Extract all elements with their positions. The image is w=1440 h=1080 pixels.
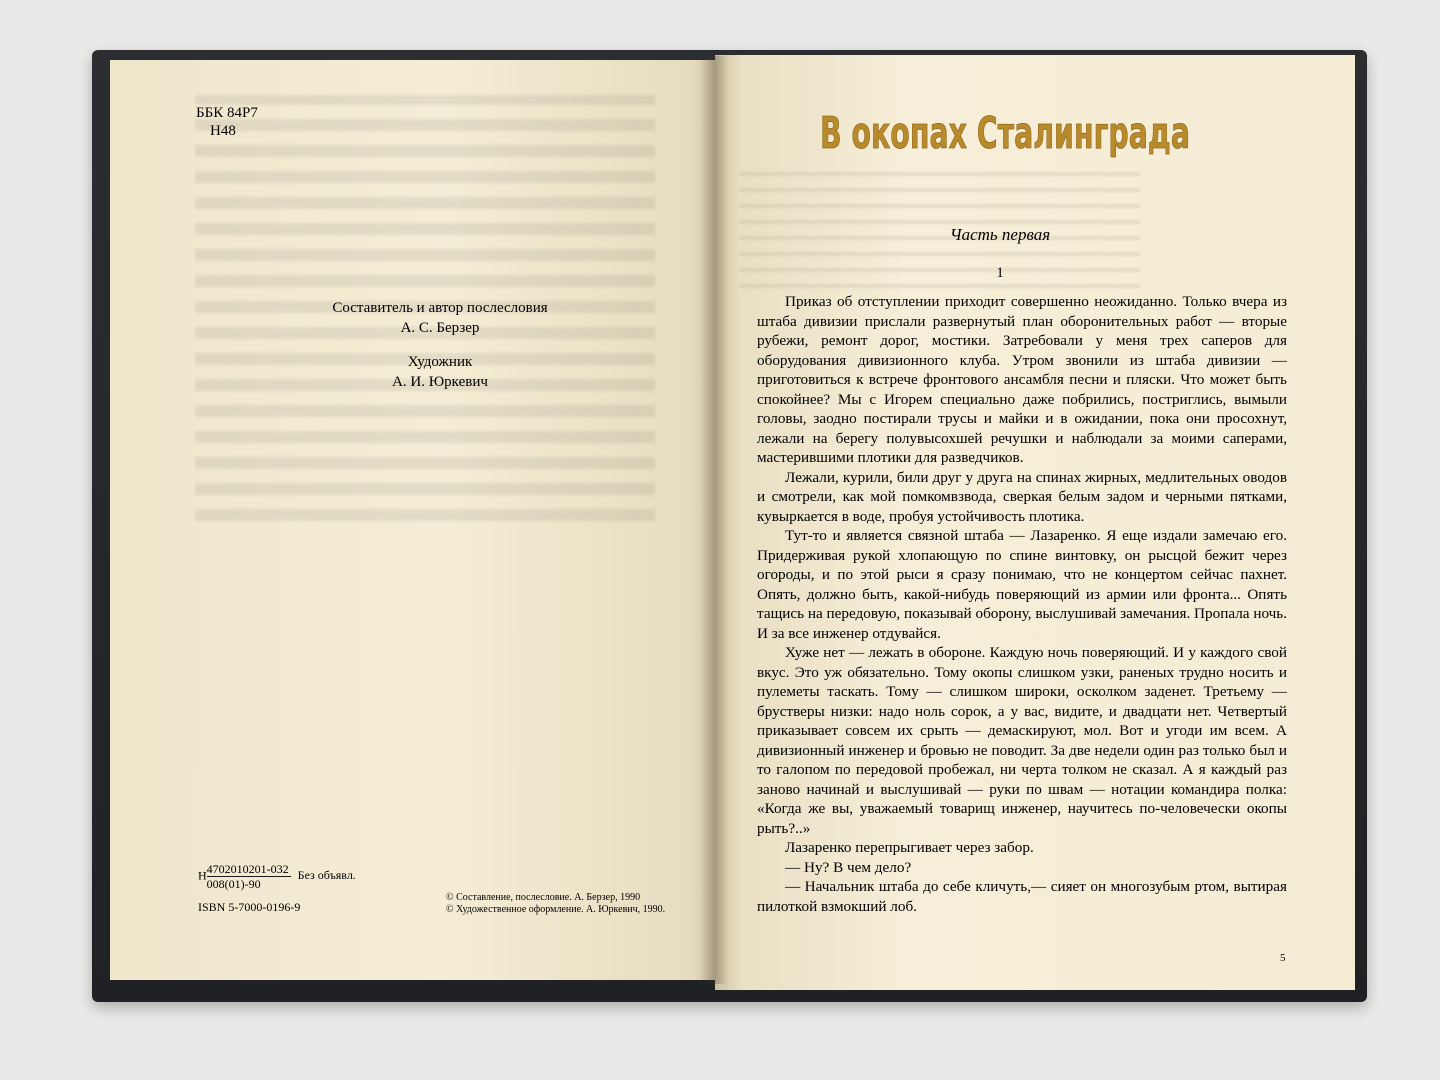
paragraph: — Ну? В чем дело? [785, 858, 912, 876]
paragraph: Хуже нет — лежать в обороне. Каждую ночь поверяющий. И у каждого свой вкус. Это уж обязательно. Тому окопы слишком узки, раненых трудно носить и пулеметы таскать. Тому — слишком широки, осколком заденет. Третьему — брустверы низки: надо ноль сорок, а у вас, видите, и двадцати нет. Четвертый приказывает совсем их срыть — демаскируют, мол. Вот и угоди им всем. А дивизионный инженер и бровью не поводит. За две недели один раз только был и то галопом по передовой пробежал, ни черта толком не сказал. А я каждый раз заново начинай и выслушивай — руки по швам — нотации командира полка: «Когда же вы, уважаемый товарищ инженер, научитесь по-человечески окопы рыть?..» [757, 644, 1287, 837]
copyright-line-2: © Художественное оформление. А. Юркевич, 1990. [446, 904, 666, 915]
imprint-prefix: Н [198, 868, 207, 883]
compiler-credit [250, 298, 630, 338]
page-number: 5 [1280, 952, 1286, 964]
artist-name: А. И. Юркевич [392, 374, 488, 390]
author-mark: Н48 [210, 123, 236, 139]
compiler-role: Составитель и автор послесловия [332, 300, 548, 316]
imprint-denominator: 008(01)-90 [206, 877, 261, 891]
book-gutter [700, 56, 728, 984]
imprint-code [198, 862, 356, 891]
imprint-suffix: Без объявл. [297, 868, 356, 883]
paragraph: Лазаренко перепрыгивает через забор. [785, 839, 1034, 856]
book-title: В окопах Сталинграда [820, 108, 1190, 159]
artist-credit [250, 352, 630, 392]
compiler-name: А. С. Берзер [400, 320, 480, 336]
chapter-text [757, 292, 1287, 916]
part-title: Часть первая [949, 225, 1051, 244]
paragraph: Тут-то и является связной штаба — Лазаренко. Я еще издали замечаю его. Придерживая рукой хлопающую по спине винтовку, он рысцой бежит через огороды, и по этой рыси я сразу понимаю, что не концертом сейчас пахнет. Опять, должно быть, какой-нибудь поверяющий из армии или фронта... Опять тащись на передовую, показывай оборону, выслушивай замечания. Пропала ночь. И за все инженер отдувайся. [757, 527, 1288, 642]
imprint-fraction [207, 862, 291, 891]
imprint-numerator: 4702010201-032 [206, 862, 289, 876]
copyright-line-1: © Составление, послесловие. А. Берзер, 1990 [446, 892, 641, 903]
book-title-svg [740, 98, 1270, 170]
paragraph: Приказ об отступлении приходит совершенно неожиданно. Только вчера из штаба дивизии прислали развернутый план оборонительных работ — вторые рубежи, ремонт дорог, мостики. Затребовали у меня трех саперов для оборудования дивизионного клуба. Утром звонили из штаба дивизии — приготовиться к встрече фронтового ансамбля песни и пляски. Что может быть спокойнее? Мы с Игорем специально даже побрились, постриглись, вымыли головы, заодно постирали трусы и майки и в ожидании, пока они просохнут, лежали на берегу полувысохшей речушки и наблюдали за моими саперами, мастерившими плотики для разведчиков. [757, 293, 1287, 466]
paragraph: Лежали, курили, били друг у друга на спинах жирных, медлительных оводов и смотрели, как мой помкомвзвода, сверкая белым задом и черными пятками, кувыркается в воде, пробуя устойчивость плотика. [757, 468, 1287, 525]
paragraph: — Начальник штаба до себе кличуть,— сияет он многозубым ртом, вытирая пилоткой взмокший лоб. [757, 878, 1287, 915]
chapter-number: 1 [996, 265, 1004, 281]
library-codes [196, 104, 258, 140]
artist-role: Художник [407, 354, 473, 370]
classification-code: ББК 84Р7 [196, 105, 258, 121]
isbn: ISBN 5-7000-0196-9 [198, 900, 301, 914]
copyright-notice [446, 892, 665, 916]
